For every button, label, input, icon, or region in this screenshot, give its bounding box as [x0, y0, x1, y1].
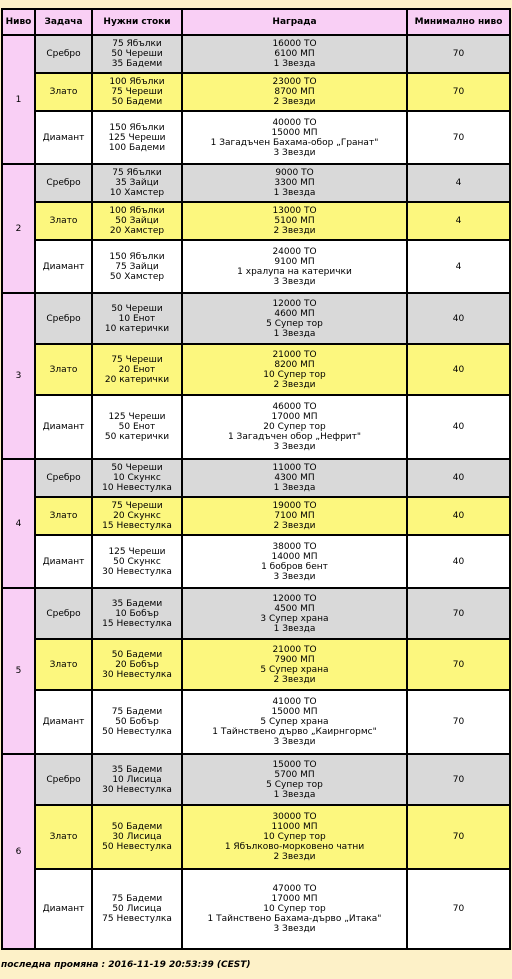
goods-line: 50 Череши — [111, 463, 163, 473]
reward-line: 1 Звезда — [273, 59, 316, 69]
min-level-cell: 70 — [407, 35, 510, 73]
min-level-cell: 70 — [407, 639, 510, 690]
reward-cell — [182, 497, 407, 535]
reward-line: 9000 ТО — [275, 168, 314, 178]
min-level-cell: 4 — [407, 240, 510, 293]
table-row — [2, 588, 510, 639]
table-body — [2, 35, 510, 949]
goods-cell — [92, 805, 182, 869]
table-row — [2, 497, 510, 535]
goods-cell — [92, 344, 182, 395]
level-cell: 3 — [2, 293, 35, 459]
goods-cell — [92, 869, 182, 949]
header-goods: Нужни стоки — [92, 9, 182, 35]
goods-line: 50 Невестулка — [102, 842, 172, 852]
goods-cell — [92, 164, 182, 202]
reward-line: 9100 МП — [274, 256, 315, 267]
min-level-cell: 40 — [407, 395, 510, 459]
reward-line: 5700 МП — [274, 769, 315, 780]
reward-line: 5 Супер тор — [266, 318, 323, 329]
goods-line: 15 Невестулка — [102, 618, 172, 629]
reward-line: 1 Звезда — [273, 328, 316, 339]
goods-line: 35 Бадеми — [111, 764, 163, 775]
reward-line: 47000 ТО — [272, 884, 317, 894]
goods-line: 75 Череши — [111, 354, 163, 365]
goods-cell — [92, 497, 182, 535]
reward-line: 3 Звезди — [273, 147, 316, 158]
goods-line: 20 Скункс — [113, 511, 161, 521]
table-row — [2, 240, 510, 293]
reward-line: 5100 МП — [274, 216, 315, 226]
task-cell: Злато — [35, 73, 92, 111]
goods-cell — [92, 535, 182, 588]
reward-cell — [182, 240, 407, 293]
table-row — [2, 754, 510, 805]
goods-line: 100 Ябълки — [109, 206, 165, 216]
goods-line: 20 Хамстер — [109, 226, 165, 236]
reward-line: 2 Звезди — [273, 852, 316, 862]
reward-line: 4600 МП — [274, 308, 315, 319]
goods-line: 50 Бадеми — [111, 649, 163, 660]
reward-line: 14000 МП — [271, 551, 318, 562]
goods-line: 50 катерички — [104, 432, 170, 442]
header-row — [2, 9, 510, 35]
goods-line: 150 Ябълки — [109, 122, 165, 133]
header-reward: Награда — [182, 9, 407, 35]
reward-line: 4300 МП — [274, 473, 315, 483]
reward-cell — [182, 202, 407, 240]
reward-line: 2 Звезди — [273, 97, 316, 107]
goods-line: 50 Череши — [111, 303, 163, 314]
reward-line: 8200 МП — [274, 359, 315, 370]
header-level: Ниво — [2, 9, 35, 35]
rewards-table — [1, 8, 511, 950]
goods-cell — [92, 588, 182, 639]
reward-line: 15000 МП — [271, 707, 318, 717]
goods-line: 30 Невестулка — [102, 784, 172, 795]
reward-cell — [182, 111, 407, 164]
goods-cell — [92, 395, 182, 459]
task-cell: Злато — [35, 805, 92, 869]
task-cell: Диамант — [35, 111, 92, 164]
goods-line: 35 Зайци — [115, 178, 159, 188]
reward-cell — [182, 164, 407, 202]
reward-line: 10 Супер тор — [263, 832, 326, 842]
goods-line: 75 Бадеми — [111, 894, 163, 904]
reward-cell — [182, 690, 407, 754]
reward-line: 4500 МП — [274, 603, 315, 614]
table-row — [2, 690, 510, 754]
reward-line: 7100 МП — [274, 511, 315, 521]
goods-line: 125 Череши — [108, 546, 166, 557]
reward-line: 20 Супер тор — [263, 422, 326, 432]
reward-line: 2 Звезди — [273, 379, 316, 390]
goods-line: 10 Енот — [118, 313, 156, 324]
reward-line: 21000 ТО — [272, 349, 317, 360]
table-row — [2, 805, 510, 869]
reward-line: 3 Супер храна — [260, 613, 329, 624]
min-level-cell: 70 — [407, 754, 510, 805]
goods-cell — [92, 202, 182, 240]
goods-line: 10 Скункс — [113, 473, 161, 483]
reward-cell — [182, 35, 407, 73]
min-level-cell: 70 — [407, 805, 510, 869]
goods-line: 75 Невестулка — [102, 914, 172, 924]
task-cell: Злато — [35, 202, 92, 240]
goods-line: 50 Череши — [111, 49, 163, 59]
task-cell: Сребро — [35, 35, 92, 73]
reward-line: 10 Супер тор — [263, 369, 326, 380]
goods-cell — [92, 293, 182, 344]
min-level-cell: 4 — [407, 202, 510, 240]
goods-line: 30 Лисица — [112, 832, 162, 842]
task-cell: Сребро — [35, 754, 92, 805]
goods-line: 125 Череши — [108, 132, 166, 143]
reward-line: 12000 ТО — [272, 298, 317, 309]
reward-line: 1 Звезда — [273, 789, 316, 800]
goods-line: 50 Бадеми — [111, 97, 163, 107]
reward-line: 3300 МП — [274, 178, 315, 188]
task-cell: Злато — [35, 639, 92, 690]
goods-line: 75 Череши — [111, 501, 163, 511]
min-level-cell: 70 — [407, 73, 510, 111]
reward-cell — [182, 395, 407, 459]
table-row — [2, 869, 510, 949]
goods-line: 75 Череши — [111, 87, 163, 97]
min-level-cell: 40 — [407, 535, 510, 588]
goods-line: 75 Ябълки — [112, 39, 162, 49]
table-row — [2, 293, 510, 344]
reward-line: 3 Звезди — [273, 571, 316, 582]
goods-line: 20 катерички — [104, 374, 170, 385]
goods-line: 50 Зайци — [115, 216, 159, 226]
reward-line: 23000 ТО — [272, 77, 317, 87]
goods-line: 30 Невестулка — [102, 566, 172, 577]
goods-line: 100 Бадеми — [108, 142, 166, 153]
reward-line: 12000 ТО — [272, 593, 317, 604]
reward-cell — [182, 293, 407, 344]
reward-line: 5 Супер тор — [266, 779, 323, 790]
goods-line: 10 Невестулка — [102, 483, 172, 493]
level-cell: 1 — [2, 35, 35, 164]
goods-line: 125 Череши — [108, 412, 166, 422]
reward-line: 30000 ТО — [272, 812, 317, 822]
reward-line: 11000 МП — [271, 822, 318, 832]
min-level-cell: 40 — [407, 293, 510, 344]
min-level-cell: 40 — [407, 344, 510, 395]
reward-line: 16000 ТО — [272, 39, 317, 49]
reward-cell — [182, 869, 407, 949]
task-cell: Диамант — [35, 690, 92, 754]
reward-line: 2 Звезди — [273, 674, 316, 685]
reward-line: 3 Звезди — [273, 737, 316, 747]
reward-line: 8700 МП — [274, 87, 315, 97]
min-level-cell: 70 — [407, 111, 510, 164]
task-cell: Злато — [35, 344, 92, 395]
reward-line: 1 Звезда — [273, 483, 316, 493]
task-cell: Диамант — [35, 240, 92, 293]
goods-cell — [92, 690, 182, 754]
table-row — [2, 535, 510, 588]
goods-line: 50 Скункс — [113, 556, 161, 567]
table-row — [2, 164, 510, 202]
level-cell: 5 — [2, 588, 35, 754]
reward-line: 46000 ТО — [272, 402, 317, 412]
reward-line: 41000 ТО — [272, 697, 317, 707]
min-level-cell: 40 — [407, 497, 510, 535]
task-cell: Диамант — [35, 535, 92, 588]
reward-line: 7900 МП — [274, 654, 315, 665]
reward-line: 21000 ТО — [272, 644, 317, 655]
goods-cell — [92, 639, 182, 690]
reward-cell — [182, 73, 407, 111]
last-modified-footer: последна промяна : 2016-11-19 20:53:39 (CEST) — [1, 960, 251, 970]
level-cell: 4 — [2, 459, 35, 588]
reward-line: 3 Звезди — [273, 924, 316, 934]
reward-line: 5 Супер храна — [260, 664, 329, 675]
min-level-cell: 70 — [407, 869, 510, 949]
reward-line: 38000 ТО — [272, 541, 317, 552]
reward-line: 19000 ТО — [272, 501, 317, 511]
reward-line: 40000 ТО — [272, 117, 317, 128]
table-row — [2, 73, 510, 111]
header-min-level: Минимално ниво — [407, 9, 510, 35]
reward-line: 24000 ТО — [272, 246, 317, 257]
reward-line: 3 Звезди — [273, 276, 316, 287]
table-row — [2, 459, 510, 497]
task-cell: Сребро — [35, 293, 92, 344]
reward-line: 2 Звезди — [273, 226, 316, 236]
reward-line: 1 Тайнствено дърво „Каирнгормс" — [212, 727, 377, 737]
reward-line: 1 Звезда — [273, 623, 316, 634]
goods-line: 75 Ябълки — [112, 168, 162, 178]
goods-line: 20 Енот — [118, 364, 156, 375]
table-row — [2, 111, 510, 164]
reward-line: 1 бобров бент — [261, 561, 328, 572]
reward-cell — [182, 344, 407, 395]
reward-cell — [182, 639, 407, 690]
reward-cell — [182, 754, 407, 805]
table-row — [2, 202, 510, 240]
reward-cell — [182, 588, 407, 639]
reward-line: 15000 МП — [271, 127, 318, 138]
reward-line: 11000 ТО — [272, 463, 317, 473]
task-cell: Сребро — [35, 459, 92, 497]
goods-line: 10 катерички — [104, 323, 170, 334]
reward-line: 1 Ябълково-морковено чатни — [224, 842, 365, 852]
reward-line: 1 Звезда — [273, 188, 316, 198]
goods-line: 10 Бобър — [115, 608, 159, 619]
goods-line: 75 Зайци — [115, 261, 159, 272]
reward-line: 13000 ТО — [272, 206, 317, 216]
goods-line: 75 Бадеми — [111, 707, 163, 717]
reward-cell — [182, 535, 407, 588]
task-cell: Злато — [35, 497, 92, 535]
reward-line: 1 хралупа на катерички — [237, 266, 352, 277]
reward-line: 1 Тайнствено Бахама-дърво „Итака" — [207, 914, 382, 924]
goods-line: 10 Хамстер — [109, 188, 165, 198]
table-row — [2, 35, 510, 73]
table-row — [2, 639, 510, 690]
reward-line: 1 Загадъчен обор „Нефрит" — [227, 432, 362, 442]
goods-line: 50 Невестулка — [102, 727, 172, 737]
reward-cell — [182, 459, 407, 497]
goods-cell — [92, 73, 182, 111]
goods-line: 35 Бадеми — [111, 59, 163, 69]
goods-line: 100 Ябълки — [109, 77, 165, 87]
task-cell: Сребро — [35, 164, 92, 202]
level-cell: 6 — [2, 754, 35, 949]
level-cell: 2 — [2, 164, 35, 293]
reward-line: 2 Звезди — [273, 521, 316, 531]
goods-cell — [92, 754, 182, 805]
reward-line: 15000 ТО — [272, 759, 317, 770]
reward-line: 6100 МП — [274, 49, 315, 59]
header-task: Задача — [35, 9, 92, 35]
reward-line: 3 Звезди — [273, 442, 316, 452]
min-level-cell: 70 — [407, 588, 510, 639]
goods-line: 30 Невестулка — [102, 669, 172, 680]
goods-cell — [92, 35, 182, 73]
reward-line: 1 Загадъчен Бахама-обор „Гранат" — [210, 137, 379, 148]
reward-line: 17000 МП — [271, 412, 318, 422]
reward-line: 17000 МП — [271, 894, 318, 904]
goods-line: 15 Невестулка — [102, 521, 172, 531]
goods-cell — [92, 111, 182, 164]
goods-line: 50 Лисица — [112, 904, 162, 914]
goods-line: 50 Енот — [118, 422, 156, 432]
table-row — [2, 344, 510, 395]
goods-line: 50 Бадеми — [111, 822, 163, 832]
goods-line: 150 Ябълки — [109, 251, 165, 262]
goods-line: 50 Бобър — [115, 717, 159, 727]
goods-line: 20 Бобър — [115, 659, 159, 670]
goods-line: 35 Бадеми — [111, 598, 163, 609]
reward-cell — [182, 805, 407, 869]
goods-line: 10 Лисица — [112, 774, 162, 785]
task-cell: Диамант — [35, 395, 92, 459]
goods-cell — [92, 240, 182, 293]
min-level-cell: 4 — [407, 164, 510, 202]
goods-cell — [92, 459, 182, 497]
task-cell: Сребро — [35, 588, 92, 639]
reward-line: 5 Супер храна — [260, 717, 329, 727]
goods-line: 50 Хамстер — [109, 271, 165, 282]
reward-line: 10 Супер тор — [263, 904, 326, 914]
min-level-cell: 70 — [407, 690, 510, 754]
table-row — [2, 395, 510, 459]
min-level-cell: 40 — [407, 459, 510, 497]
task-cell: Диамант — [35, 869, 92, 949]
